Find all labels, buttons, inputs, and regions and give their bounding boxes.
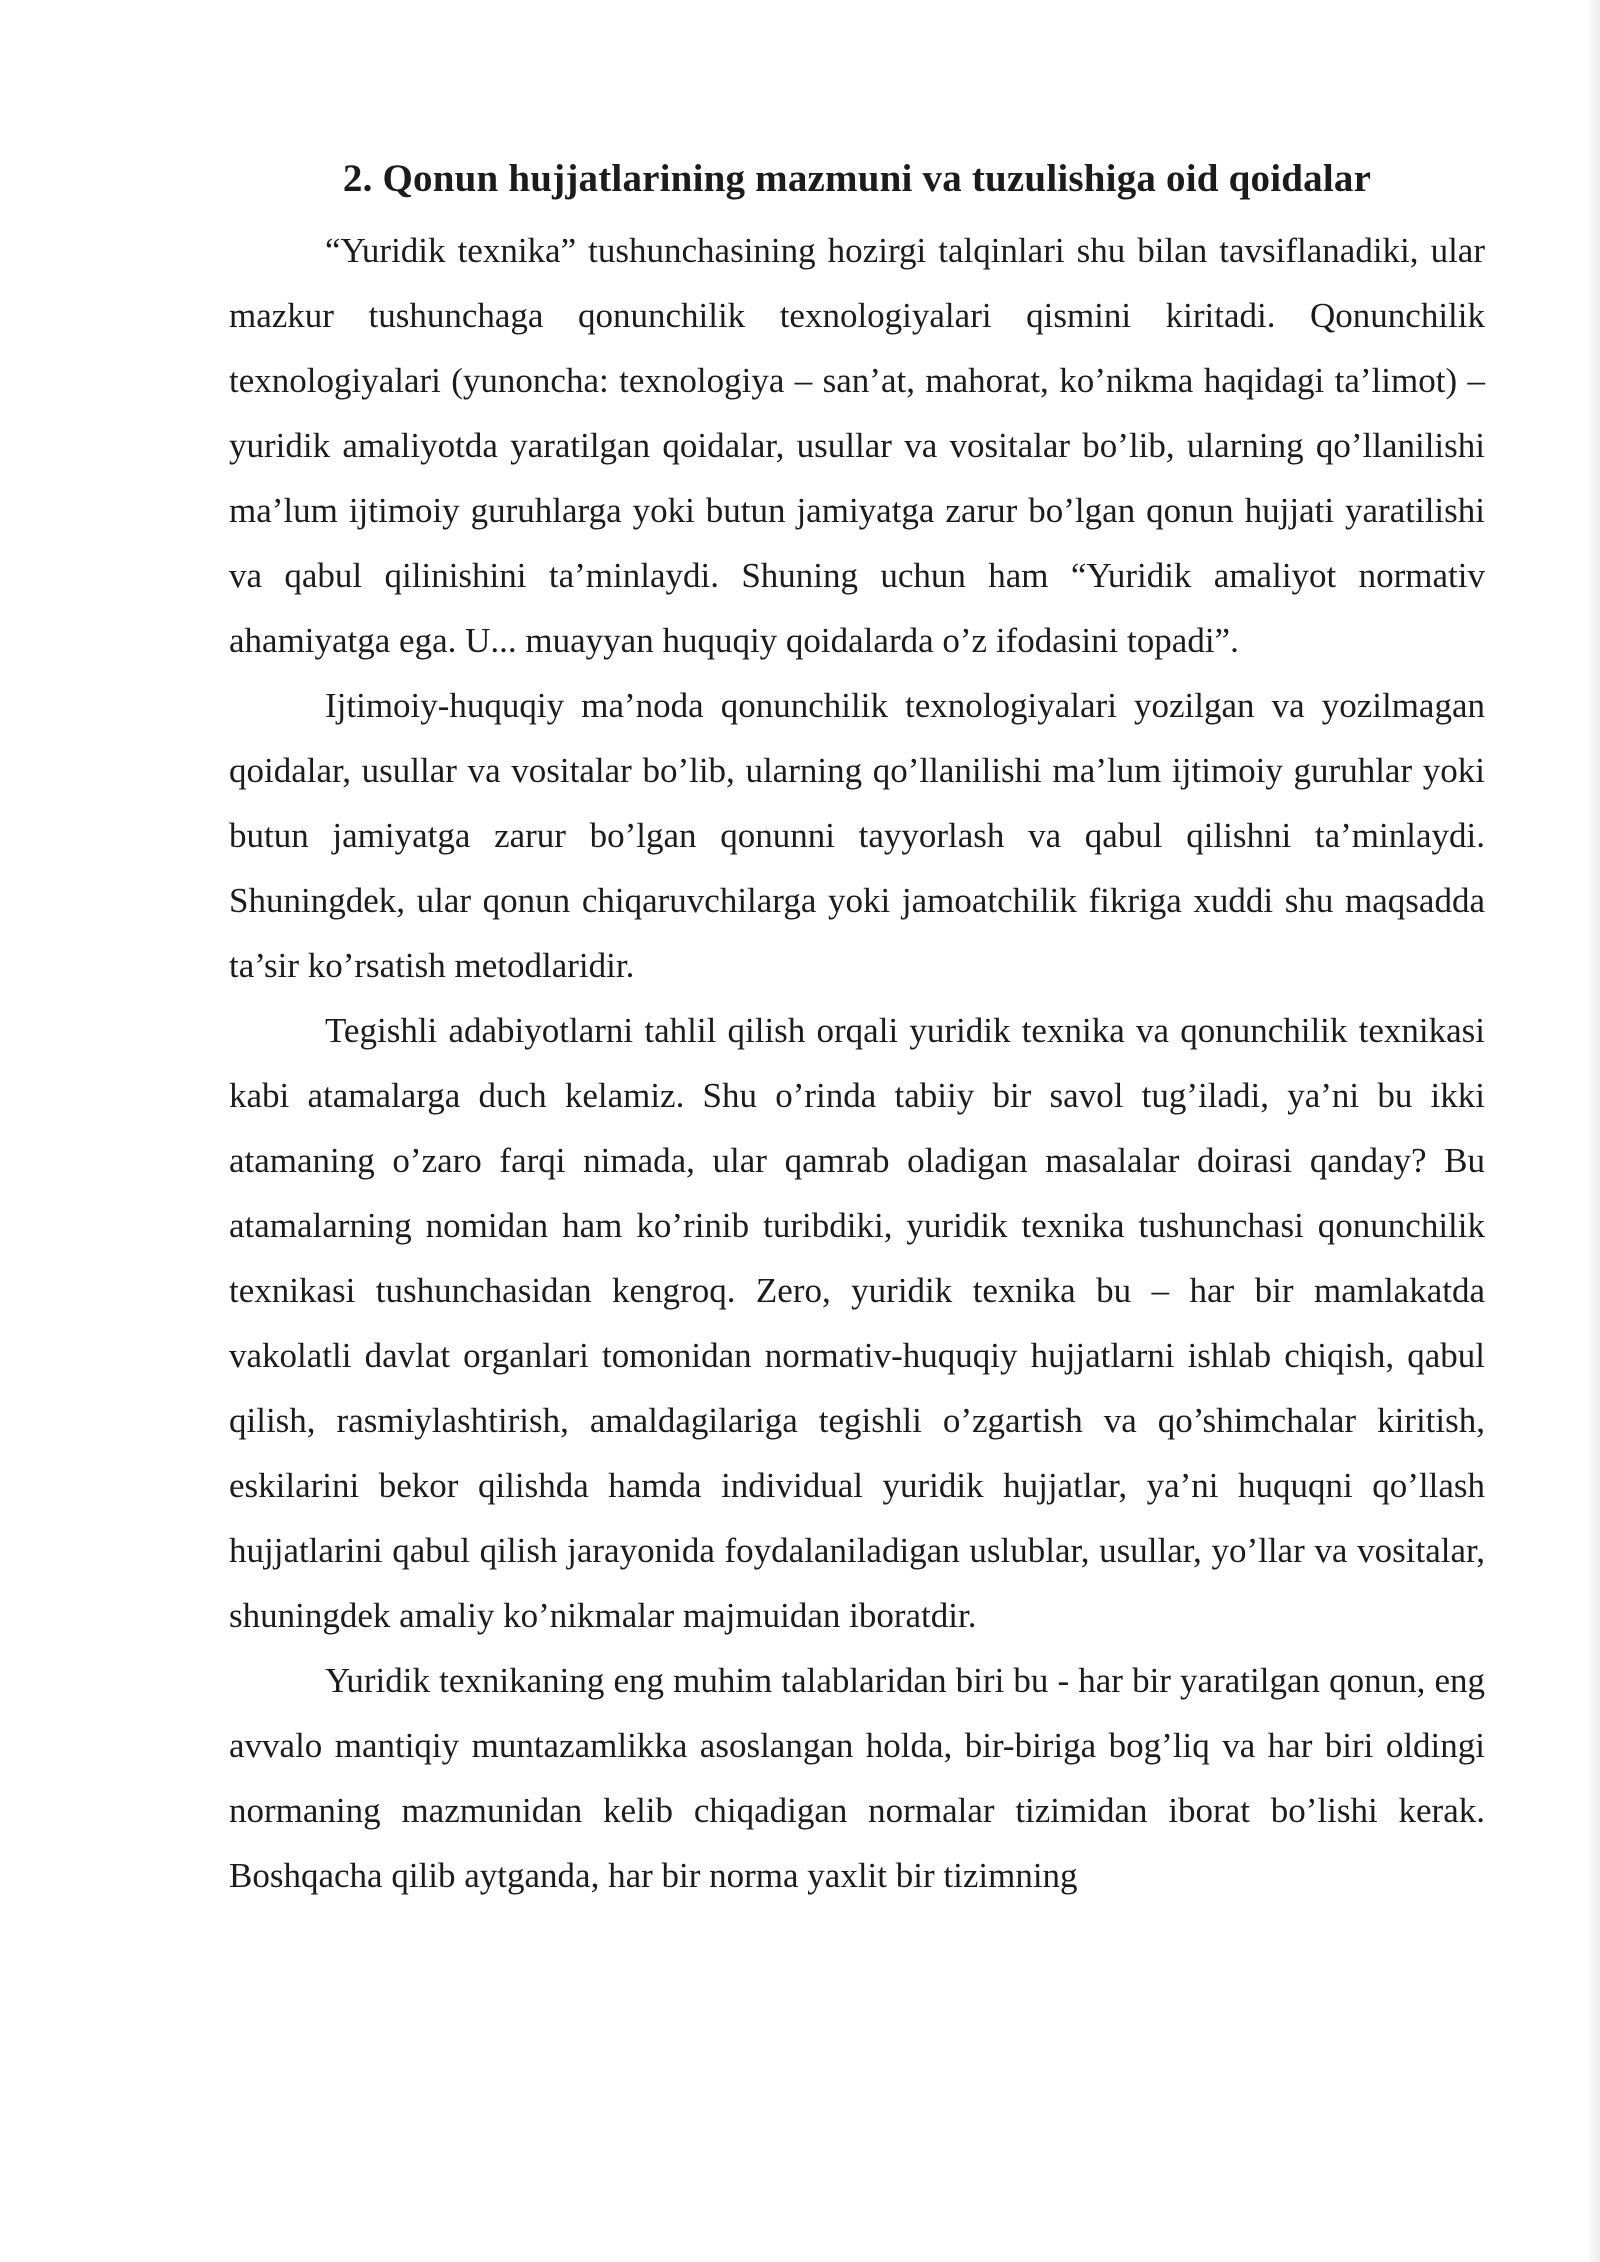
document-body: [229, 148, 1485, 1908]
paragraph-1: “Yuridik texnika” tushunchasining hozirgi talqinlari shu bilan tavsiflanadiki, ular mazkur tushunchaga qonunchilik texnologiyalari qismini kiritadi. Qonunchilik texnologiyalari (yunoncha: texnologiya – san’at, mahorat, ko’nikma haqidagi ta’limot) – yuridik amaliyotda yaratilgan qoidalar, usullar va vositalar bo’lib, ularning qo’llanilishi ma’lum ijtimoiy guruhlarga yoki butun jamiyatga zarur bo’lgan qonun hujjati yaratilishi va qabul qilinishini ta’minlaydi. Shuning uchun ham “Yuridik amaliyot normativ ahamiyatga ega. U... muayyan huquqiy qoidalarda o’z ifodasini topadi”.: [229, 231, 1485, 660]
paragraph-2: Ijtimoiy-huquqiy ma’noda qonunchilik texnologiyalari yozilgan va yozilmagan qoidalar, usullar va vositalar bo’lib, ularning qo’llanilishi ma’lum ijtimoiy guruhlar yoki butun jamiyatga zarur bo’lgan qonunni tayyorlash va qabul qilishni ta’minlaydi. Shuningdek, ular qonun chiqaruvchilarga yoki jamoatchilik fikriga xuddi shu maqsadda ta’sir ko’rsatish metodlaridir.: [229, 686, 1485, 985]
paragraph-4: Yuridik texnikaning eng muhim talablaridan biri bu - har bir yaratilgan qonun, eng avvalo mantiqiy muntazamlikka asoslangan holda, bir-biriga bog’liq va har biri oldingi normaning mazmunidan kelib chiqadigan normalar tizimidan iborat bo’lishi kerak. Boshqacha qilib aytganda, har bir norma yaxlit bir tizimning: [229, 1661, 1485, 1895]
section-heading: 2. Qonun hujjatlarining mazmuni va tuzulishiga oid qoidalar: [342, 157, 1372, 200]
page-edge-shadow: [1586, 0, 1600, 2262]
paragraph-3: Tegishli adabiyotlarni tahlil qilish orqali yuridik texnika va qonunchilik texnikasi kabi atamalarga duch kelamiz. Shu o’rinda tabiiy bir savol tug’iladi, ya’ni bu ikki atamaning o’zaro farqi nimada, ular qamrab oladigan masalalar doirasi qanday? Bu atamalarning nomidan ham ko’rinib turibdiki, yuridik texnika tushunchasi qonunchilik texnikasi tushunchasidan kengroq. Zero, yuridik texnika bu – har bir mamlakatda vakolatli davlat organlari tomonidan normativ-huquqiy hujjatlarni ishlab chiqish, qabul qilish, rasmiylashtirish, amaldagilariga tegishli o’zgartish va qo’shimchalar kiritish, eskilarini bekor qilishda hamda individual yuridik hujjatlar, ya’ni huquqni qo’llash hujjatlarini qabul qilish jarayonida foydalaniladigan uslublar, usullar, yo’llar va vositalar, shuningdek amaliy ko’nikmalar majmuidan iboratdir.: [229, 1011, 1485, 1635]
